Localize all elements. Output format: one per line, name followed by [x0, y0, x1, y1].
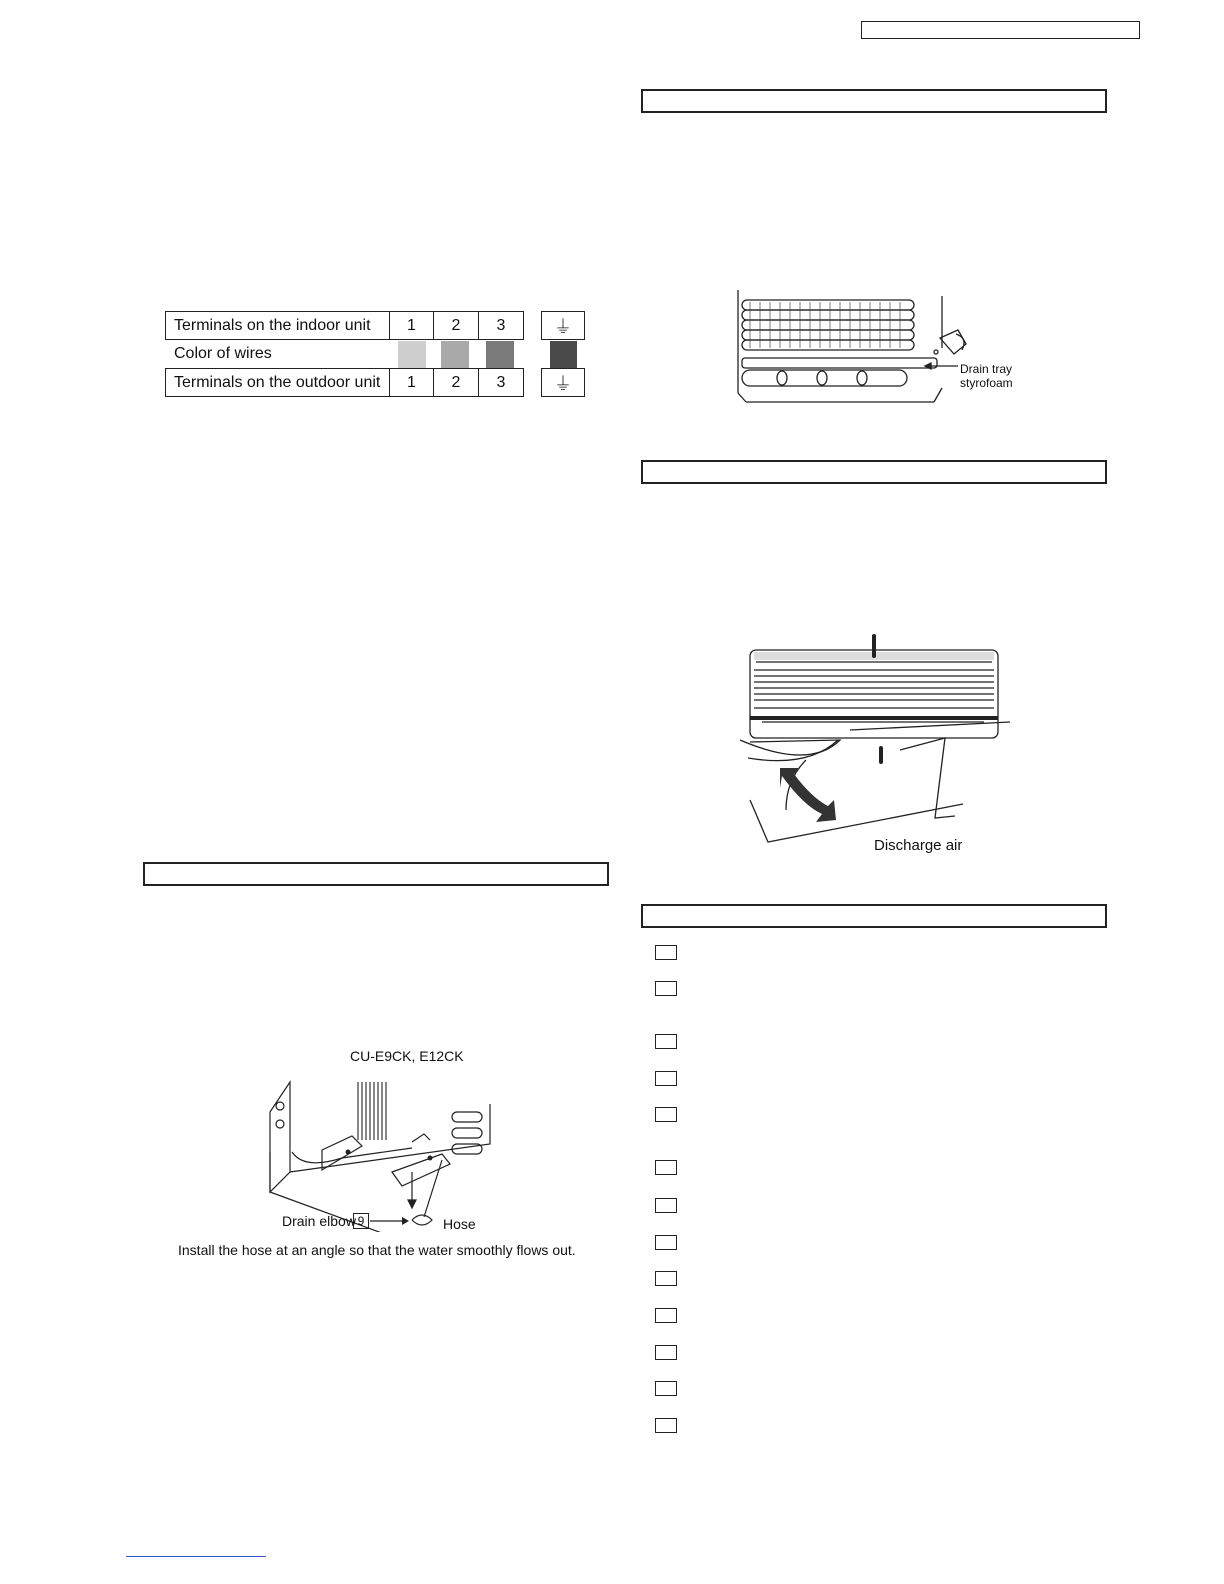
drain-elbow-number-badge: 9: [353, 1213, 369, 1229]
footer-link[interactable]: [126, 1556, 266, 1557]
drain-tray-label: Drain tray: [960, 362, 1013, 376]
hose-label: Hose: [443, 1216, 476, 1232]
outdoor-terminal-1: 1: [389, 368, 434, 397]
wire-color-3: [486, 341, 514, 368]
check-item-6[interactable]: [655, 1160, 677, 1175]
outdoor-terminals-label: Terminals on the outdoor unit: [165, 368, 390, 397]
check-item-2[interactable]: [655, 981, 677, 996]
wire-color-2: [441, 341, 469, 368]
section-header-airflow-check: [641, 460, 1107, 484]
drain-elbow-caption: Install the hose at an angle so that the water smoothly flows out.: [178, 1242, 576, 1258]
wiring-table: [165, 311, 585, 397]
check-item-4[interactable]: [655, 1071, 677, 1086]
outdoor-terminal-3: 3: [478, 368, 524, 397]
drain-tray-illustration: [730, 288, 1030, 408]
wire-color-earth: [550, 341, 577, 368]
section-header-drain-check: [641, 89, 1107, 113]
styrofoam-label: styrofoam: [960, 376, 1013, 390]
outdoor-earth-icon: ⏚: [541, 368, 585, 397]
wire-color-label: Color of wires: [174, 345, 272, 362]
section-header-checklist: [641, 904, 1107, 928]
indoor-terminal-3: 3: [478, 311, 524, 340]
discharge-air-label: Discharge air: [874, 837, 963, 854]
drain-elbow-label: Drain elbow: [282, 1213, 356, 1229]
check-item-9[interactable]: [655, 1271, 677, 1286]
check-item-7[interactable]: [655, 1198, 677, 1213]
discharge-air-illustration: [740, 630, 1010, 850]
indoor-terminals-label: Terminals on the indoor unit: [165, 311, 390, 340]
check-item-12[interactable]: [655, 1381, 677, 1396]
drain-elbow-arrow: [370, 1214, 410, 1228]
model-label: CU-E9CK, E12CK: [350, 1048, 464, 1064]
indoor-terminal-2: 2: [433, 311, 479, 340]
check-item-8[interactable]: [655, 1235, 677, 1250]
drain-elbow-illustration: [262, 1072, 502, 1232]
header-box: [861, 21, 1140, 39]
check-item-11[interactable]: [655, 1345, 677, 1360]
outdoor-terminal-2: 2: [433, 368, 479, 397]
check-item-1[interactable]: [655, 945, 677, 960]
section-header-drain-elbow: [143, 862, 609, 886]
wire-color-1: [398, 341, 426, 368]
indoor-earth-icon: ⏚: [541, 311, 585, 340]
check-item-3[interactable]: [655, 1034, 677, 1049]
indoor-terminal-1: 1: [389, 311, 434, 340]
check-item-13[interactable]: [655, 1418, 677, 1433]
check-item-5[interactable]: [655, 1107, 677, 1122]
check-item-10[interactable]: [655, 1308, 677, 1323]
